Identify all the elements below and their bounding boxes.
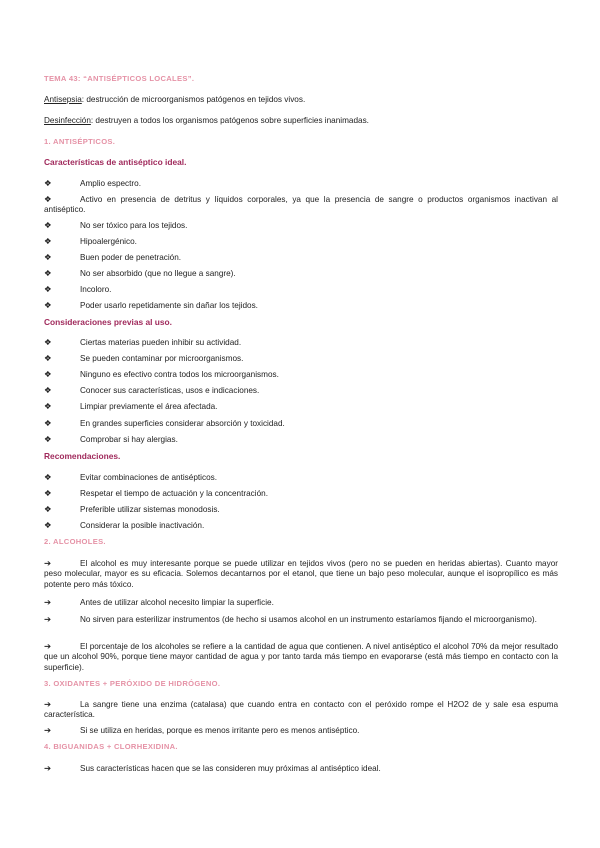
diamond-bullet-icon: ❖ [44, 236, 52, 246]
list-item: ➔ No sirven para esterilizar instrumentos (de hecho si usamos alcohol en un instrumento estaríamos fijando el microorganismo). [44, 614, 537, 624]
list-item: ❖ Activo en presencia de detritus y líquidos corporales, ya que la presencia de sangre o productos organismos inactivan al antiséptico. [44, 194, 558, 215]
list-item: ❖ Buen poder de penetración. [44, 252, 182, 262]
diamond-bullet-icon: ❖ [44, 252, 52, 262]
section-heading-alcoholes: 2. ALCOHOLES. [44, 537, 106, 546]
list-item: ❖ En grandes superficies considerar absorción y toxicidad. [44, 418, 285, 428]
list-item: ➔ Si se utiliza en heridas, porque es menos irritante pero es menos antiséptico. [44, 725, 360, 735]
diamond-bullet-icon: ❖ [44, 178, 52, 188]
list-item: ❖ Respetar el tiempo de actuación y la concentración. [44, 488, 268, 498]
list-item: ❖ Se pueden contaminar por microorganismos. [44, 353, 244, 363]
diamond-bullet-icon: ❖ [44, 284, 52, 294]
definition-desinfeccion [44, 115, 558, 126]
arrow-bullet-icon: ➔ [44, 699, 52, 709]
diamond-bullet-icon: ❖ [44, 504, 52, 514]
page-title: TEMA 43: “ANTISÉPTICOS LOCALES”. [44, 74, 195, 83]
list-item: ➔ Sus características hacen que se las consideren muy próximas al antiséptico ideal. [44, 763, 381, 773]
subheading-consideraciones: Consideraciones previas al uso. [44, 317, 173, 327]
subheading-recomendaciones: Recomendaciones. [44, 451, 121, 461]
list-item: ❖ No ser tóxico para los tejidos. [44, 220, 188, 230]
arrow-bullet-icon: ➔ [44, 558, 52, 568]
diamond-bullet-icon: ❖ [44, 337, 52, 347]
list-item: ❖ Poder usarlo repetidamente sin dañar los tejidos. [44, 300, 258, 310]
arrow-bullet-icon: ➔ [44, 597, 52, 607]
diamond-bullet-icon: ❖ [44, 385, 52, 395]
diamond-bullet-icon: ❖ [44, 520, 52, 530]
diamond-bullet-icon: ❖ [44, 418, 52, 428]
arrow-bullet-icon: ➔ [44, 725, 52, 735]
diamond-bullet-icon: ❖ [44, 401, 52, 411]
section-heading-antisepticos: 1. ANTISÉPTICOS. [44, 137, 116, 146]
diamond-bullet-icon: ❖ [44, 353, 52, 363]
definition-term: Desinfección [44, 116, 91, 125]
arrow-bullet-icon: ➔ [44, 614, 52, 624]
list-item: ❖ Preferible utilizar sistemas monodosis. [44, 504, 220, 514]
definition-antisepsia [44, 94, 558, 105]
list-item: ➔ El porcentaje de los alcoholes se refiere a la cantidad de agua que contienen. A nivel antiséptico el alcohol 70% da mejor resultado que un alcohol 90%, porque tiene mayor cantidad de agua y por tanto tarda más tiempo en evaporarse (está más tiempo en contacto con la superficie). [44, 641, 558, 672]
diamond-bullet-icon: ❖ [44, 472, 52, 482]
diamond-bullet-icon: ❖ [44, 220, 52, 230]
list-item: ➔ La sangre tiene una enzima (catalasa) que cuando entra en contacto con el peróxido rompe el H2O2 de y sale esa espuma característica. [44, 699, 558, 720]
list-item: ❖ Limpiar previamente el área afectada. [44, 401, 218, 411]
list-item: ➔ El alcohol es muy interesante porque se puede utilizar en tejidos vivos (pero no se pueden en heridas abiertas). Cuanto mayor peso molecular, mayor es su eficacia. Solemos decantarnos por el etanol, que tiene un bajo peso molecular, aunque el isopropílico es más potente pero más tóxico. [44, 558, 558, 589]
definition-text: : destrucción de microorganismos patógenos en tejidos vivos. [81, 95, 306, 104]
definition-term: Antisepsia [44, 95, 82, 104]
subheading-caracteristicas: Características de antiséptico ideal. [44, 157, 187, 167]
list-item: ❖ Ninguno es efectivo contra todos los microorganismos. [44, 369, 279, 379]
list-item: ❖ No ser absorbido (que no llegue a sangre). [44, 268, 236, 278]
arrow-bullet-icon: ➔ [44, 763, 52, 773]
definition-text: : destruyen a todos los organismos patógenos sobre superficies inanimadas. [90, 116, 369, 125]
list-item: ❖ Comprobar si hay alergias. [44, 434, 178, 444]
diamond-bullet-icon: ❖ [44, 194, 52, 204]
diamond-bullet-icon: ❖ [44, 369, 52, 379]
diamond-bullet-icon: ❖ [44, 488, 52, 498]
diamond-bullet-icon: ❖ [44, 300, 52, 310]
list-item: ❖ Ciertas materias pueden inhibir su actividad. [44, 337, 242, 347]
arrow-bullet-icon: ➔ [44, 641, 52, 651]
list-item: ❖ Conocer sus características, usos e indicaciones. [44, 385, 260, 395]
list-item: ❖ Considerar la posible inactivación. [44, 520, 205, 530]
list-item: ❖ Evitar combinaciones de antisépticos. [44, 472, 217, 482]
diamond-bullet-icon: ❖ [44, 434, 52, 444]
list-item: ➔ Antes de utilizar alcohol necesito limpiar la superficie. [44, 597, 274, 607]
section-heading-biguanidas: 4. BIGUANIDAS + CLORHEXIDINA. [44, 742, 178, 751]
list-item: ❖ Amplio espectro. [44, 178, 141, 188]
list-item: ❖ Incoloro. [44, 284, 112, 294]
section-heading-oxidantes: 3. OXIDANTES + PERÓXIDO DE HIDRÓGENO. [44, 679, 221, 688]
list-item: ❖ Hipoalergénico. [44, 236, 137, 246]
diamond-bullet-icon: ❖ [44, 268, 52, 278]
